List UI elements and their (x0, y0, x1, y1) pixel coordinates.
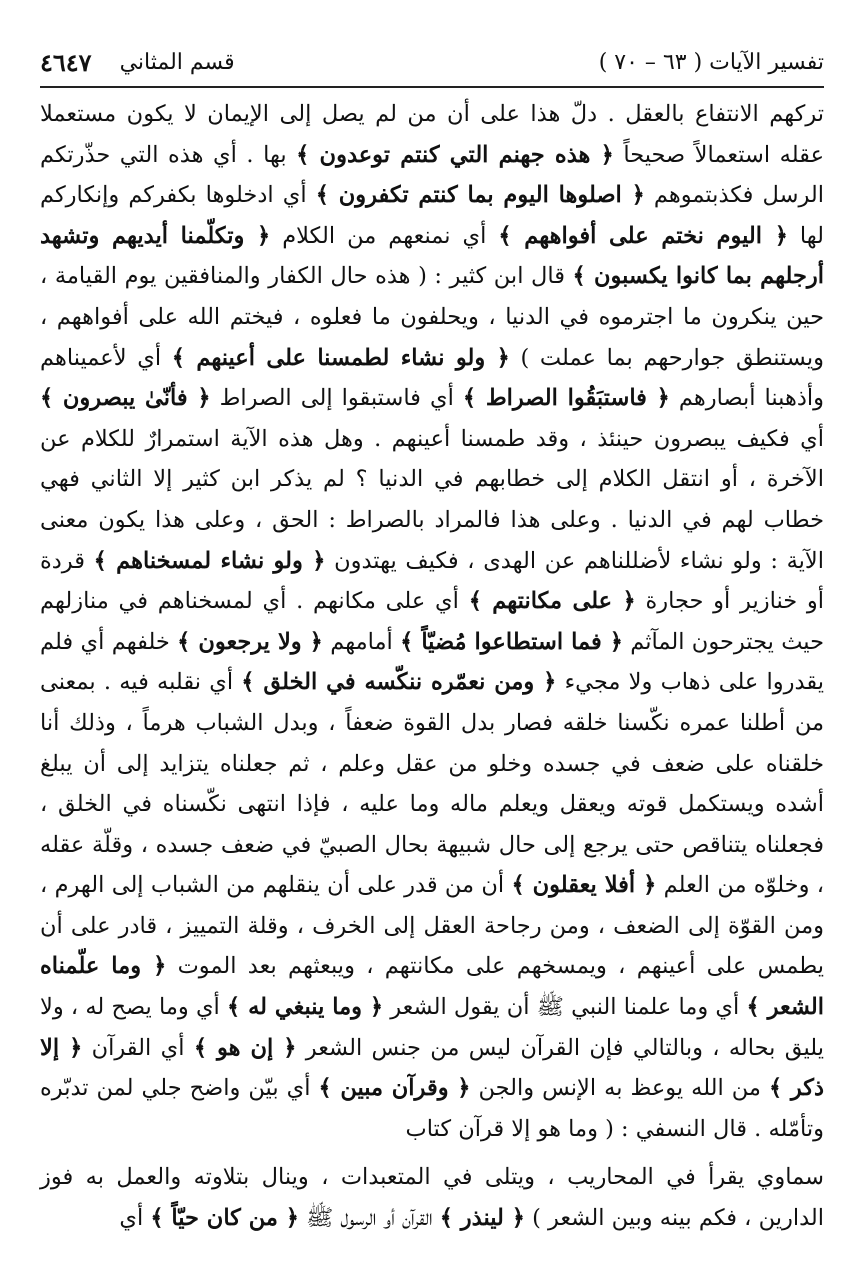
commentary-text: أي فكيف يبصرون حينئذ ، وقد طمسنا أعينهم . وهل هذه الآية استمرارٌ للكلام عن الآخرة ، أو انتقل الكلام إلى خطابهم في الدنيا ؟ لم يذكر ابن كثير إلا الثاني فهي خطاب لهم في الدنيا . وعلى هذا فالمراد بالصراط : الحق ، وعلى هذا يكون معنى الآية : ولو نشاء لأضللناهم عن الهدى ، فكيف يهتدون (40, 425, 824, 574)
quran-verse: ﴿ ولو نشاء لمسخناهم ﴾ (93, 547, 326, 574)
commentary-text: خلفهم أي فلم يقدروا على ذهاب ولا مجيء (40, 628, 824, 696)
commentary-text: أي وما علمنا النبي ﷺ أن يقول الشعر (390, 994, 740, 1021)
commentary-text: أي لأعميناهم وأذهبنا أبصارهم (40, 344, 824, 412)
quran-verse: ﴿ وما ينبغي له ﴾ (227, 994, 384, 1021)
paragraph-continuation (40, 1157, 824, 1238)
commentary-text: سماوي يقرأ في المحاريب ، ويتلى في المتعبدات ، وينال بتلاوته والعمل به فوز الدارين ، فكم بينه وبين الشعر ) (40, 1164, 824, 1232)
quran-verse: ﴿ وتكلّمنا أيديهم وتشهد أرجلهم بما كانوا يكسبون ﴾ (40, 222, 824, 290)
quran-verse: ﴿ من كان حيّاً ﴾ (150, 1205, 299, 1232)
quran-verse: ﴿ ومن نعمّره ننكّسه في الخلق ﴾ (241, 669, 557, 696)
header-right (599, 50, 824, 75)
quran-verse: ﴿ فأنّىٰ يبصرون ﴾ (40, 385, 211, 412)
quran-verse: ﴿ إن هو ﴾ (193, 1034, 297, 1061)
commentary-text: بها . أي هذه التي حذّرتكم الرسل فكذبتموهم (40, 141, 824, 209)
commentary-text: أمامهم (330, 628, 393, 655)
quran-verse: ﴿ ولا يرجعون ﴾ (177, 628, 323, 655)
page-body (40, 94, 824, 1239)
quran-verse: ﴿ اصلوها اليوم بما كنتم تكفرون ﴾ (315, 182, 645, 209)
commentary-text: القرآن أو الرسول ﷺ (306, 1205, 433, 1232)
quran-verse: ﴿ أفلا يعقلون ﴾ (511, 872, 657, 899)
quran-verse: ﴿ اليوم نختم على أفواههم ﴾ (498, 222, 788, 249)
quran-verse: ﴿ إلا ذكر ﴾ (40, 1034, 824, 1102)
section-title: تفسير الآيات ( ٦٣ – ٧٠ ) (598, 49, 824, 75)
page-header (40, 42, 824, 82)
quran-verse: ﴿ وما علّمناه الشعر ﴾ (40, 953, 825, 1021)
quran-verse: ﴿ ولو نشاء لطمسنا على أعينهم ﴾ (171, 344, 510, 371)
commentary-text: أي ادخلوها بكفركم وإنكاركم لها (40, 182, 824, 249)
header-divider (40, 86, 824, 88)
commentary-text: أي فاستبقوا إلى الصراط (219, 385, 454, 412)
commentary-text: قال ابن كثير : ( هذه حال الكفار والمنافقين يوم القيامة ، حين ينكرون ما اجترموه في الدنيا ، ويحلفون ما فعلوه ، فيختم الله على أفواههم ، ويستنطق جوارحهم بما عملت ) (40, 263, 825, 371)
quran-verse: ﴿ هذه جهنم التي كنتم توعدون ﴾ (296, 141, 614, 168)
commentary-text: من الله يوعظ به الإنس والجن (478, 1075, 761, 1102)
quran-verse: ﴿ على مكانتهم ﴾ (468, 588, 636, 615)
commentary-text: أي على مكانهم . أي لمسخناهم في منازلهم حيث يجترحون المآثم (40, 588, 824, 655)
commentary-text: تركهم الانتفاع بالعقل . دلّ هذا على أن من لم يصل إلى الإيمان لا يكون مستعملا عقله استعمالاً صحيحاً (40, 101, 824, 168)
quran-verse: ﴿ لينذر ﴾ (439, 1205, 525, 1232)
quran-verse: ﴿ فما استطاعوا مُضيّاً ﴾ (400, 628, 623, 655)
paragraph-main (40, 94, 824, 1149)
commentary-text: أي وما يصح له ، ولا يليق بحاله ، وبالتالي فإن القرآن ليس من جنس الشعر (40, 994, 825, 1061)
commentary-text: أي نمنعهم من الكلام (282, 222, 487, 249)
chapter-title: قسم المثاني (119, 49, 235, 75)
quran-verse: ﴿ فاستبَقُوا الصراط ﴾ (462, 385, 670, 412)
page-number: ٤٦٤٧ (40, 47, 92, 77)
commentary-text: قردة أو خنازير أو حجارة (40, 547, 825, 615)
commentary-text: أن من قدر على أن ينقلهم من الشباب إلى الهرم ، ومن القوّة إلى الضعف ، ومن رجاحة العقل إلى الخرف ، وقلة التمييز ، قادر على أن يطمس على أعينهم ، ويمسخهم على مكانتهم ، ويبعثهم بعد الموت (40, 872, 824, 980)
commentary-text: أي (119, 1205, 144, 1232)
commentary-text: أي بيّن واضح جلي لمن تدبّره وتأمّله . قال النسفي : ( وما هو إلا قرآن كتاب (40, 1075, 824, 1142)
header-left (40, 48, 235, 77)
commentary-text: أي نقلبه فيه . بمعنى من أطلنا عمره نكّسنا خلقه فصار بدل القوة ضعفاً ، وبدل الشباب هرماً ، وذلك أنا خلقناه على ضعف في جسده وخلو من عقل وعلم ، ثم جعلناه يتزايد إلى أن يبلغ أشده ويستكمل قوته ويعقل ويعلم ماله وما عليه ، فإذا انتهى نكّسناه في الخلق ، فجعلناه يتناقص حتى يرجع إلى حال شبيهة بحال الصبيّ في ضعف جسده ، وقلّة عقله ، وخلوّه من العلم (40, 669, 825, 899)
quran-verse: ﴿ وقرآن مبين ﴾ (318, 1075, 471, 1102)
commentary-text: أي القرآن (91, 1034, 185, 1061)
